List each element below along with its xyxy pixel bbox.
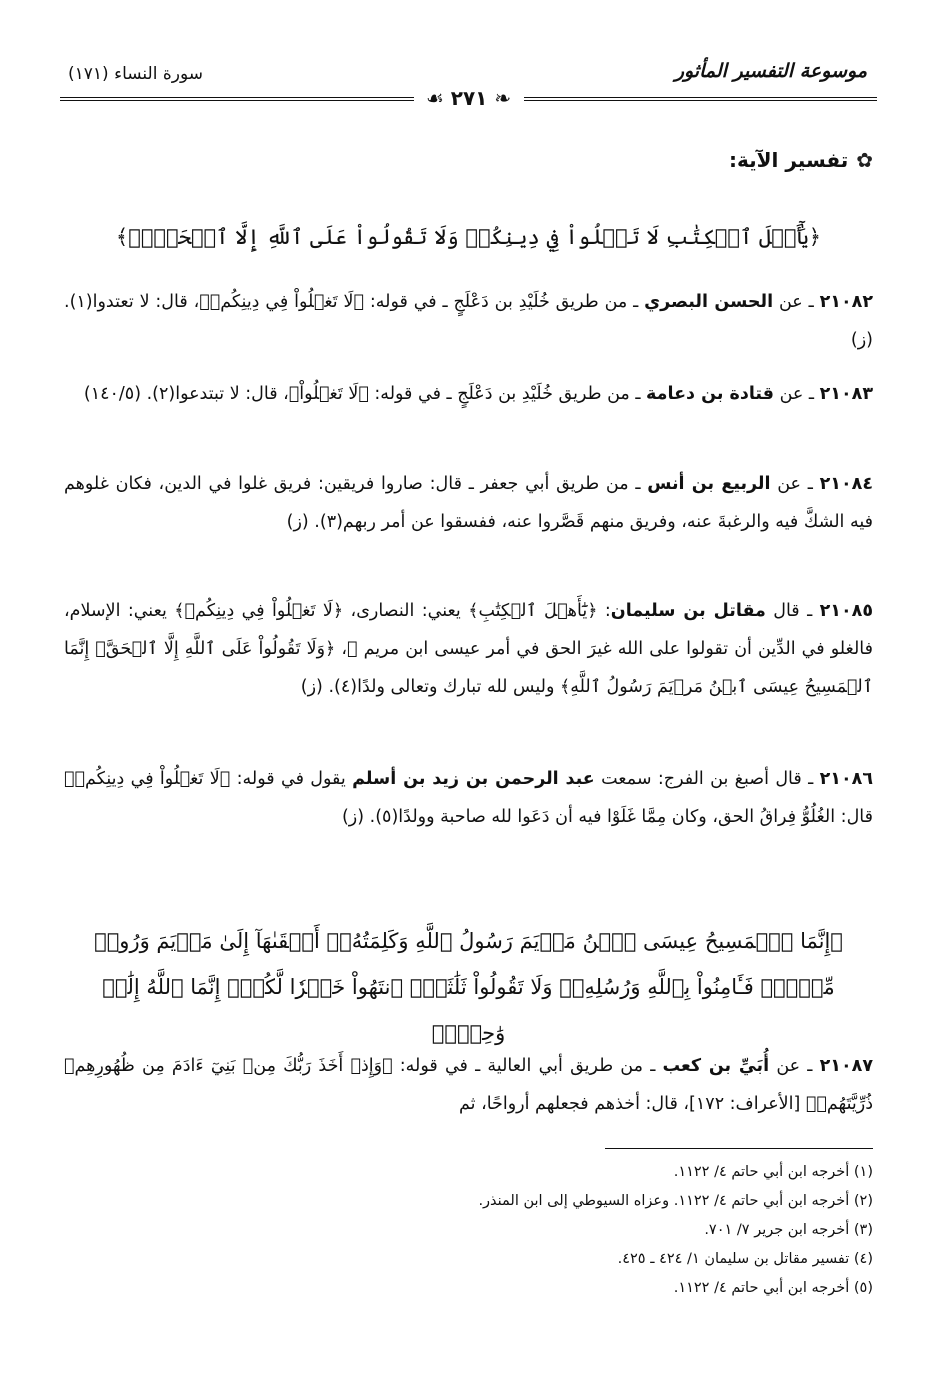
flower-ornament-icon: ✿: [856, 148, 873, 172]
narration-text: : ﴿يَٰٓأَهۡلَ ٱلۡكِتَٰبِ﴾ يعني: النصارى، ﴿لَا تَغۡلُواْ فِي دِينِكُمۡ﴾ يعني: الإسلام، فالغلو في الدِّين أن تقولوا على الله غيرَ الحق في أمر عيسى ابن مريم ﷺ، ﴿وَلَا تَقُولُواْ عَلَى ٱللَّهِ إِلَّا ٱلۡحَقَّۚ إِنَّمَا ٱلۡمَسِيحُ عِيسَى ٱبۡنُ مَرۡيَمَ رَسُولُ ٱللَّهِ﴾ وليس لله تبارك وتعالى ولدًا(٤). (ز): [64, 601, 873, 697]
narration: ٢١٠٨٧ ـ عن أُبَيِّ بن كعب ـ من طريق أبي العالية ـ في قوله: ﴿وَإِذۡ أَخَذَ رَبُّكَ مِنۢ بَنِيٓ ءَادَمَ مِن ظُهُورِهِمۡ ذُرِّيَّتَهُمۡ﴾ [الأعراف: ١٧٢]، قال: أخذهم فجعلهم أرواحًا، ثم: [64, 1056, 873, 1114]
footnote: (٤) تفسير مقاتل بن سليمان ١/ ٤٢٤ ـ ٤٢٥.: [617, 1251, 873, 1267]
page-number: ❧ ٢٧١ ☙: [414, 87, 524, 109]
narration-number: ٢١٠٨٣: [819, 384, 873, 404]
narration-number: ٢١٠٨٤: [819, 474, 873, 494]
narrator-name: مقاتل بن سليمان: [610, 601, 766, 621]
section-title: تفسير الآية:: [729, 148, 849, 172]
narration-number: ٢١٠٨٥: [819, 601, 873, 621]
narrator-name: أُبَيِّ بن كعب: [662, 1056, 770, 1076]
section-heading: [729, 148, 873, 172]
narration: ٢١٠٨٤ ـ عن الربيع بن أنس ـ من طريق أبي جعفر ـ قال: صاروا فريقين: فريق غلوا في الدين، فكان غلوهم فيه الشكَّ فيه والرغبةَ عنه، وفريق منهم قَصَّروا عنه، ففسقوا عن أمر ربهم(٣). (ز): [64, 474, 873, 532]
surah-label: سورة النساء (١٧١): [68, 64, 204, 84]
footnote: (٢) أخرجه ابن أبي حاتم ٤/ ١١٢٢. وعزاه السيوطي إلى ابن المنذر.: [478, 1193, 873, 1209]
narration-number: ٢١٠٨٢: [819, 292, 873, 312]
narration: ٢١٠٨٢ ـ عن الحسن البصري ـ من طريق خُلَيْدِ بن دَعْلَجٍ ـ في قوله: ﴿لَا تَغۡلُواْ فِي دِينِكُمۡ﴾، قال: لا تعتدوا(١). (ز): [64, 292, 873, 350]
narrator-name: الحسن البصري: [644, 292, 774, 312]
narration: ٢١٠٨٦ ـ قال أصبغ بن الفرج: سمعت عبد الرحمن بن زيد بن أسلم يقول في قوله: ﴿لَا تَغۡلُواْ فِي دِينِكُمۡ﴾ قال: الغُلُوُّ فِراقُ الحق، وكان مِمَّا غَلَوْا فيه أن دَعَوا لله صاحبة وولدًا(٥). (ز): [64, 769, 873, 827]
footnote: (١) أخرجه ابن أبي حاتم ٤/ ١١٢٢.: [673, 1164, 873, 1180]
page-number-ornament-icon: ☙: [425, 86, 451, 110]
narrator-name: الربيع بن أنس: [647, 474, 771, 494]
quran-verse: ﴿إِنَّمَا ٱلۡمَسِيحُ عِيسَى ٱبۡنُ مَرۡيَمَ رَسُولُ ٱللَّهِ وَكَلِمَتُهُۥٓ أَلۡقَىٰهَآ إِلَىٰ مَرۡيَمَ وَرُوحٞ مِّنۡهُۖ فَـَٔامِنُواْ بِٱللَّهِ وَرُسُلِهِۦۖ وَلَا تَقُولُواْ ثَلَٰثَةٌۚ ٱنتَهُواْ خَيۡرٗا لَّكُمۡۚ إِنَّمَا ٱللَّهُ إِلَٰهٞ وَٰحِدٞۖ﴾: [94, 929, 843, 1045]
narration-number: ٢١٠٨٦: [819, 769, 873, 789]
narration: ٢١٠٨٥ ـ قال مقاتل بن سليمان: ﴿يَٰٓأَهۡلَ ٱلۡكِتَٰبِ﴾ يعني: النصارى، ﴿لَا تَغۡلُواْ فِي دِينِكُمۡ﴾ يعني: الإسلام، فالغلو في الدِّين أن تقولوا على الله غيرَ الحق في أمر عيسى ابن مريم ﷺ، ﴿وَلَا تَقُولُواْ عَلَى ٱللَّهِ إِلَّا ٱلۡحَقَّۚ إِنَّمَا ٱلۡمَسِيحُ عِيسَى ٱبۡنُ مَرۡيَمَ رَسُولُ ٱللَّهِ﴾ وليس لله تبارك وتعالى ولدًا(٤). (ز): [64, 601, 873, 697]
narration-text: ـ من طريق أبي جعفر ـ قال: صاروا فريقين: فريق غلوا في الدين، فكان غلوهم فيه الشكَّ فيه والرغبةَ عنه، وفريق منهم قَصَّروا عنه، ففسقوا عن أمر ربهم(٣). (ز): [64, 474, 873, 532]
narration-number: ٢١٠٨٧: [819, 1056, 873, 1076]
narration-text: ـ من طريق أبي العالية ـ في قوله: ﴿وَإِذۡ أَخَذَ رَبُّكَ مِنۢ بَنِيٓ ءَادَمَ مِن ظُهُورِهِمۡ ذُرِّيَّتَهُمۡ﴾ [الأعراف: ١٧٢]، قال: أخذهم فجعلهم أرواحًا، ثم: [64, 1056, 873, 1114]
page-number-ornament-icon: ❧: [487, 86, 512, 110]
footnote: (٣) أخرجه ابن جرير ٧/ ٧٠١.: [704, 1222, 873, 1238]
quran-verse: ﴿يَٰٓأَهۡلَ ٱلۡكِتَٰبِ لَا تَغۡلُواْ فِي دِينِكُمۡ وَلَا تَقُولُواْ عَلَى ٱللَّهِ إِلَّا ٱلۡحَقَّۚ﴾: [115, 225, 822, 249]
book-title: موسوعة التفسير المأثور: [674, 60, 867, 82]
narration-text: ـ من طريق خُلَيْدِ بن دَعْلَجٍ ـ في قوله: ﴿لَا تَغۡلُواْ فِي دِينِكُمۡ﴾، قال: لا تعتدوا(١). (ز): [64, 292, 873, 350]
narrator-name: عبد الرحمن بن زيد بن أسلم: [352, 769, 595, 789]
narration: ٢١٠٨٣ ـ عن قتادة بن دعامة ـ من طريق خُلَيْدِ بن دَعْلَجٍ ـ في قوله: ﴿لَا تَغۡلُواْ﴾، قال: لا تبتدعوا(٢). (١٤٠/٥): [83, 384, 873, 404]
footnote: (٥) أخرجه ابن أبي حاتم ٤/ ١١٢٢.: [673, 1280, 873, 1296]
narration-text: يقول في قوله: ﴿لَا تَغۡلُواْ فِي دِينِكُمۡ﴾ قال: الغُلُوُّ فِراقُ الحق، وكان مِمَّا غَلَوْا فيه أن دَعَوا لله صاحبة وولدًا(٥). (ز): [64, 769, 873, 827]
narrator-name: قتادة بن دعامة: [646, 384, 774, 404]
narration-text: ـ من طريق خُلَيْدِ بن دَعْلَجٍ ـ في قوله: ﴿لَا تَغۡلُواْ﴾، قال: لا تبتدعوا(٢). (١٤٠/٥): [83, 384, 647, 404]
footnotes: [64, 1158, 873, 1303]
footnote-separator: [605, 1148, 873, 1149]
